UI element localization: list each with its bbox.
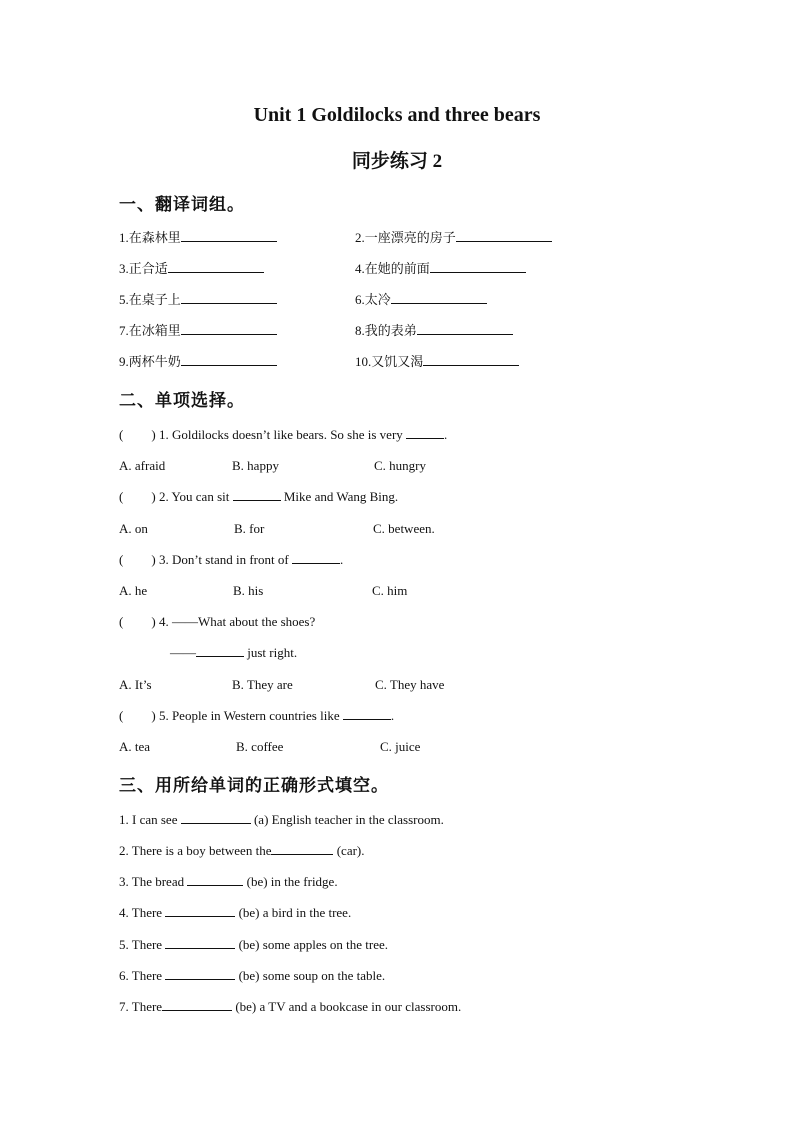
fill-item-post: (be) a bird in the tree. — [238, 905, 352, 920]
fill-item-3 — [119, 873, 338, 891]
translate-item-text: 8.我的表弟 — [355, 323, 417, 338]
option-c[interactable]: C. hungry — [374, 458, 426, 473]
answer-blank[interactable] — [162, 998, 232, 1011]
option-a[interactable]: A. It’s — [119, 677, 152, 692]
fill-item-pre: 6. There — [119, 968, 163, 983]
answer-blank[interactable] — [233, 488, 281, 501]
answer-blank[interactable] — [181, 229, 277, 242]
answer-blank[interactable] — [181, 353, 277, 366]
fill-item-6 — [119, 967, 385, 985]
mc-question-4-reply — [170, 644, 297, 662]
translate-item-10 — [355, 353, 519, 371]
translate-item-4 — [355, 260, 526, 278]
translate-item-1 — [119, 229, 277, 247]
answer-slot[interactable] — [123, 552, 151, 564]
answer-blank[interactable] — [406, 426, 444, 439]
answer-slot[interactable] — [123, 427, 151, 439]
answer-blank[interactable] — [181, 291, 277, 304]
fill-item-pre: 1. I can see — [119, 812, 178, 827]
option-b[interactable]: B. coffee — [236, 739, 284, 754]
question-text: 1. Goldilocks doesn’t like bears. So she is very — [158, 427, 403, 442]
question-text: 2. You can sit — [158, 489, 230, 504]
option-c[interactable]: C. juice — [380, 739, 421, 754]
worksheet-subtitle: 同步练习 2 — [351, 151, 443, 172]
paren-open: ( — [119, 552, 124, 567]
translate-item-text: 6.太冷 — [355, 292, 391, 307]
option-b[interactable]: B. his — [233, 583, 264, 598]
translate-item-text: 10.又饥又渴 — [355, 354, 424, 369]
paren-close: ) — [151, 427, 156, 442]
fill-item-post: (a) English teacher in the classroom. — [253, 812, 444, 827]
answer-blank[interactable] — [181, 322, 277, 335]
fill-item-post: (car). — [336, 843, 365, 858]
translate-item-2 — [355, 229, 552, 247]
fill-item-7 — [119, 998, 461, 1016]
worksheet-title: Unit 1 Goldilocks and three bears — [253, 104, 541, 126]
answer-blank[interactable] — [391, 291, 487, 304]
translate-item-8 — [355, 322, 513, 340]
paren-open: ( — [119, 614, 124, 629]
fill-item-pre: 5. There — [119, 937, 163, 952]
answer-blank[interactable] — [165, 967, 235, 980]
translate-item-3 — [119, 260, 264, 278]
fill-item-4 — [119, 904, 351, 922]
fill-item-post: (be) some apples on the tree. — [238, 937, 389, 952]
paren-open: ( — [119, 489, 124, 504]
option-c[interactable]: C. him — [372, 583, 408, 598]
option-a[interactable]: A. tea — [119, 739, 151, 754]
translate-item-text: 2.一座漂亮的房子 — [355, 230, 456, 245]
question-text: 3. Don’t stand in front of — [158, 552, 289, 567]
option-b[interactable]: B. happy — [232, 458, 279, 473]
answer-blank[interactable] — [343, 707, 391, 720]
answer-blank[interactable] — [165, 936, 235, 949]
paren-close: ) — [151, 489, 156, 504]
answer-blank[interactable] — [423, 353, 519, 366]
section3-heading: 三、用所给单词的正确形式填空。 — [119, 776, 389, 795]
fill-item-1 — [119, 811, 444, 829]
question-text: 5. People in Western countries like — [158, 708, 340, 723]
fill-item-post: (be) a TV and a bookcase in our classroom. — [235, 999, 462, 1014]
answer-blank[interactable] — [181, 811, 251, 824]
answer-slot[interactable] — [123, 614, 151, 626]
question-end: . — [390, 708, 395, 723]
translate-item-5 — [119, 291, 277, 309]
fill-item-pre: 4. There — [119, 905, 163, 920]
option-a[interactable]: A. afraid — [119, 458, 166, 473]
option-b[interactable]: B. They are — [232, 677, 293, 692]
paren-close: ) — [151, 614, 156, 629]
mc-question-1 — [119, 426, 447, 444]
section2-heading: 二、单项选择。 — [119, 391, 245, 410]
mc-question-2 — [119, 488, 398, 506]
answer-blank[interactable] — [168, 260, 264, 273]
mc-question-4 — [119, 613, 315, 631]
answer-blank[interactable] — [456, 229, 552, 242]
answer-blank[interactable] — [165, 904, 235, 917]
question-after: Mike and Wang Bing. — [283, 489, 399, 504]
section1-heading: 一、翻译词组。 — [119, 195, 245, 214]
paren-open: ( — [119, 708, 124, 723]
option-c[interactable]: C. They have — [375, 677, 445, 692]
translate-item-text: 9.两杯牛奶 — [119, 354, 181, 369]
translate-item-9 — [119, 353, 277, 371]
answer-blank[interactable] — [271, 842, 333, 855]
answer-slot[interactable] — [123, 708, 151, 720]
fill-item-2 — [119, 842, 365, 860]
fill-item-5 — [119, 936, 388, 954]
question-end: . — [444, 427, 448, 442]
reply-dash: —— — [170, 645, 196, 660]
fill-item-post: (be) in the fridge. — [246, 874, 338, 889]
translate-item-7 — [119, 322, 277, 340]
option-a[interactable]: A. he — [119, 583, 148, 598]
question-end: . — [339, 552, 344, 567]
paren-close: ) — [151, 708, 156, 723]
translate-item-text: 3.正合适 — [119, 261, 168, 276]
paren-close: ) — [151, 552, 156, 567]
translate-item-text: 7.在冰箱里 — [119, 323, 181, 338]
option-c[interactable]: C. between. — [373, 521, 435, 536]
translate-item-text: 4.在她的前面 — [355, 261, 430, 276]
option-b[interactable]: B. for — [234, 521, 265, 536]
answer-slot[interactable] — [123, 489, 151, 501]
answer-blank[interactable] — [417, 322, 513, 335]
mc-question-3 — [119, 551, 343, 569]
translate-item-text: 5.在桌子上 — [119, 292, 181, 307]
translate-item-text: 1.在森林里 — [119, 230, 181, 245]
answer-blank[interactable] — [292, 551, 340, 564]
question-text: 4. ——What about the shoes? — [158, 614, 316, 629]
answer-blank[interactable] — [196, 644, 244, 657]
option-a[interactable]: A. on — [119, 521, 148, 536]
reply-text: just right. — [247, 645, 298, 660]
fill-item-pre: 3. The bread — [119, 874, 185, 889]
fill-item-post: (be) some soup on the table. — [238, 968, 386, 983]
paren-open: ( — [119, 427, 124, 442]
answer-blank[interactable] — [187, 873, 243, 886]
fill-item-pre: 7. There — [119, 999, 163, 1014]
fill-item-pre: 2. There is a boy between the — [119, 843, 272, 858]
answer-blank[interactable] — [430, 260, 526, 273]
translate-item-6 — [355, 291, 487, 309]
mc-question-5 — [119, 707, 394, 725]
